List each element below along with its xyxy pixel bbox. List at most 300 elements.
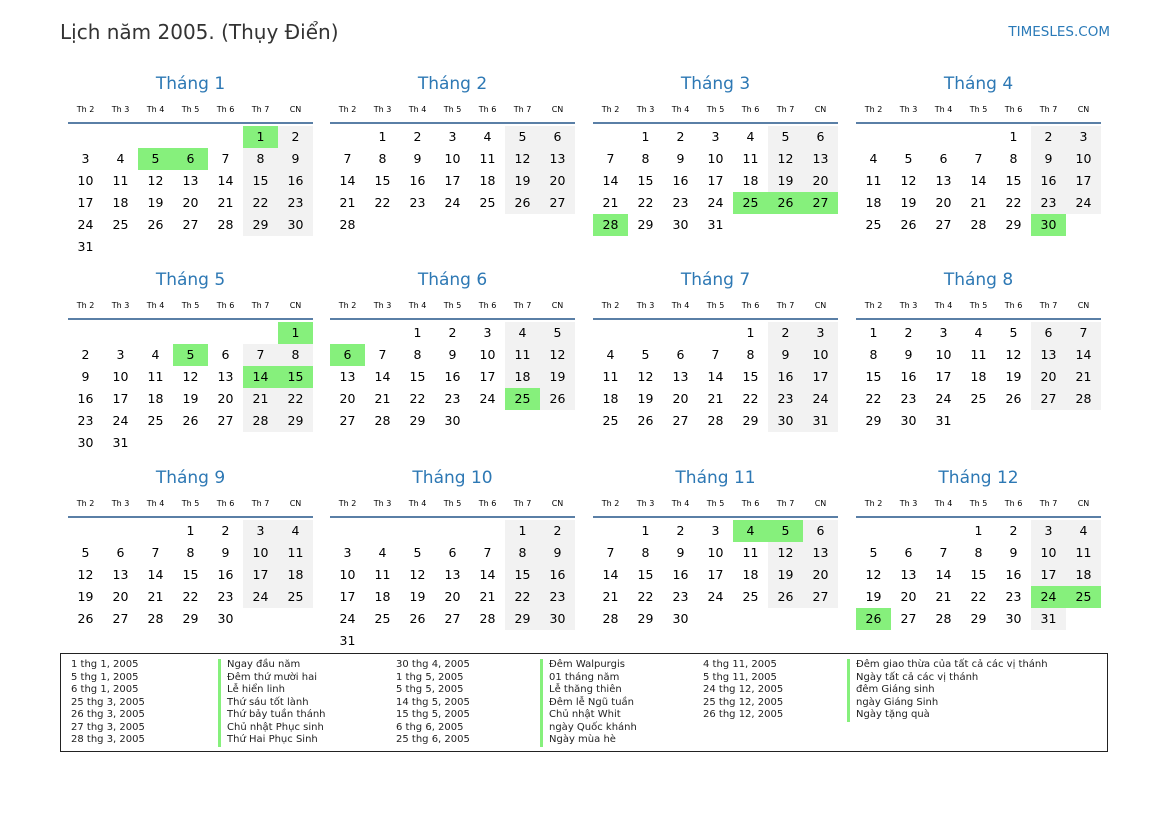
day-cell: 11 xyxy=(505,344,540,366)
holiday-name: Ngày mùa hè xyxy=(540,734,637,747)
day-grid xyxy=(68,520,313,630)
day-cell: 13 xyxy=(339,369,356,384)
weekday-label: Th 6 xyxy=(478,499,497,508)
day-cell: 22 xyxy=(742,391,759,406)
month-title: Tháng 8 xyxy=(943,270,1014,290)
day-cell: 26 xyxy=(540,388,575,410)
day-cell: 26 xyxy=(182,413,199,428)
day-cell: 21 xyxy=(147,589,164,604)
day-cell: 2 xyxy=(278,126,313,148)
day-cell: 15 xyxy=(409,369,426,384)
holiday-day-cell: 1 xyxy=(278,322,313,344)
weekday-label: Th 2 xyxy=(76,105,95,114)
day-cell: 2 xyxy=(904,325,913,340)
day-cell: 6 xyxy=(803,520,838,542)
day-cell: 3 xyxy=(803,322,838,344)
holiday-date: 1 thg 5, 2005 xyxy=(396,671,464,683)
day-cell: 11 xyxy=(479,151,496,166)
day-cell: 29 xyxy=(278,410,313,432)
day-cell: 7 xyxy=(243,344,278,366)
day-cell: 21 xyxy=(217,195,234,210)
day-cell: 16 xyxy=(77,391,94,406)
day-cell: 15 xyxy=(505,564,540,586)
day-cell: 8 xyxy=(641,151,650,166)
day-cell: 27 xyxy=(672,413,689,428)
day-cell: 5 xyxy=(904,151,913,166)
day-cell: 23 xyxy=(217,589,234,604)
weekday-label: Th 2 xyxy=(601,301,620,310)
day-cell: 22 xyxy=(637,195,654,210)
day-cell: 19 xyxy=(77,589,94,604)
day-cell: 23 xyxy=(768,388,803,410)
day-cell: 21 xyxy=(243,388,278,410)
day-cell: 25 xyxy=(374,611,391,626)
day-cell: 1 xyxy=(869,325,878,340)
empty-cell xyxy=(856,520,891,542)
day-cell: 2 xyxy=(81,347,90,362)
day-cell: 4 xyxy=(505,322,540,344)
day-cell: 11 xyxy=(374,567,391,582)
day-cell: 1 xyxy=(974,523,983,538)
weekday-label: Th 6 xyxy=(741,105,760,114)
day-cell: 9 xyxy=(221,545,230,560)
day-cell: 12 xyxy=(409,567,426,582)
day-cell: 17 xyxy=(77,195,94,210)
day-cell: 17 xyxy=(707,173,724,188)
holiday-date: 24 thg 12, 2005 xyxy=(703,684,784,695)
holiday-dates-column xyxy=(396,659,470,747)
day-cell: 6 xyxy=(904,545,913,560)
day-cell: 31 xyxy=(339,633,356,648)
day-cell: 28 xyxy=(935,611,952,626)
day-grid xyxy=(330,322,575,432)
day-cell: 13 xyxy=(803,148,838,170)
day-cell: 13 xyxy=(900,567,917,582)
day-cell: 27 xyxy=(803,586,838,608)
day-cell: 5 xyxy=(413,545,422,560)
day-cell: 19 xyxy=(147,195,164,210)
day-cell: 5 xyxy=(540,322,575,344)
day-cell: 11 xyxy=(602,369,619,384)
weekday-label: CN xyxy=(551,105,564,114)
month-title: Tháng 10 xyxy=(412,468,493,488)
day-cell: 10 xyxy=(112,369,129,384)
day-cell: 11 xyxy=(278,542,313,564)
day-cell: 7 xyxy=(378,347,387,362)
holiday-date: 5 thg 5, 2005 xyxy=(396,684,464,695)
day-cell: 19 xyxy=(182,391,199,406)
day-cell: 19 xyxy=(637,391,654,406)
day-cell: 13 xyxy=(217,369,234,384)
day-cell: 1 xyxy=(186,523,195,538)
day-cell: 13 xyxy=(803,542,838,564)
day-cell: 14 xyxy=(339,173,356,188)
day-cell: 26 xyxy=(1005,391,1022,406)
day-cell: 15 xyxy=(637,173,654,188)
day-cell: 10 xyxy=(707,545,724,560)
empty-cell xyxy=(243,322,278,344)
day-cell: 25 xyxy=(970,391,987,406)
day-cell: 23 xyxy=(540,586,575,608)
empty-cell xyxy=(926,520,961,542)
weekday-label: Th 3 xyxy=(899,105,918,114)
weekday-header xyxy=(68,296,313,320)
weekday-label: Th 2 xyxy=(601,499,620,508)
day-cell: 28 xyxy=(970,217,987,232)
day-cell: 19 xyxy=(409,589,426,604)
day-cell: 4 xyxy=(151,347,160,362)
day-cell: 12 xyxy=(1005,347,1022,362)
day-cell: 15 xyxy=(374,173,391,188)
weekday-label: Th 5 xyxy=(706,105,725,114)
day-cell: 20 xyxy=(182,195,199,210)
day-cell: 23 xyxy=(1005,589,1022,604)
day-cell: 20 xyxy=(900,589,917,604)
day-cell: 8 xyxy=(505,542,540,564)
day-cell: 27 xyxy=(935,217,952,232)
weekday-label: CN xyxy=(814,105,827,114)
day-cell: 4 xyxy=(1066,520,1101,542)
holiday-date: 5 thg 11, 2005 xyxy=(703,671,777,683)
day-cell: 13 xyxy=(1031,344,1066,366)
day-cell: 11 xyxy=(970,347,987,362)
empty-cell xyxy=(856,126,891,148)
day-cell: 30 xyxy=(444,413,461,428)
empty-cell xyxy=(330,126,365,148)
day-cell: 30 xyxy=(900,413,917,428)
day-cell: 7 xyxy=(974,151,983,166)
day-cell: 14 xyxy=(374,369,391,384)
day-cell: 23 xyxy=(444,391,461,406)
day-grid xyxy=(68,322,313,454)
day-cell: 2 xyxy=(413,129,422,144)
day-cell: 6 xyxy=(116,545,125,560)
day-cell: 7 xyxy=(151,545,160,560)
day-grid xyxy=(330,126,575,236)
holiday-name: Đêm Walpurgis xyxy=(540,659,637,672)
day-cell: 3 xyxy=(81,151,90,166)
day-cell: 16 xyxy=(900,369,917,384)
weekday-label: Th 4 xyxy=(671,301,690,310)
day-cell: 4 xyxy=(483,129,492,144)
weekday-label: CN xyxy=(289,301,302,310)
day-cell: 4 xyxy=(278,520,313,542)
day-cell: 4 xyxy=(378,545,387,560)
day-cell: 9 xyxy=(81,369,90,384)
empty-cell xyxy=(173,126,208,148)
day-cell: 13 xyxy=(112,567,129,582)
day-cell: 25 xyxy=(865,217,882,232)
day-cell: 13 xyxy=(444,567,461,582)
day-cell: 23 xyxy=(672,589,689,604)
day-cell: 31 xyxy=(935,413,952,428)
day-cell: 5 xyxy=(641,347,650,362)
weekday-label: Th 5 xyxy=(181,499,200,508)
day-cell: 6 xyxy=(1031,322,1066,344)
day-cell: 15 xyxy=(243,170,278,192)
weekday-label: Th 7 xyxy=(251,301,270,310)
day-cell: 24 xyxy=(77,217,94,232)
day-cell: 23 xyxy=(900,391,917,406)
day-cell: 24 xyxy=(1066,192,1101,214)
holiday-name: ngày Quốc khánh xyxy=(540,722,637,735)
day-cell: 4 xyxy=(746,129,755,144)
holiday-name: Thứ bảy tuần thánh xyxy=(218,709,326,722)
day-cell: 15 xyxy=(865,369,882,384)
holiday-name: đêm Giáng sinh xyxy=(847,684,1048,697)
day-cell: 11 xyxy=(112,173,129,188)
holiday-dates-column xyxy=(71,659,145,747)
holiday-day-cell: 1 xyxy=(243,126,278,148)
day-cell: 20 xyxy=(540,170,575,192)
day-cell: 3 xyxy=(343,545,352,560)
day-cell: 22 xyxy=(278,388,313,410)
empty-cell xyxy=(628,322,663,344)
day-cell: 17 xyxy=(1066,170,1101,192)
holiday-name: Ngày tất cả các vị thánh xyxy=(847,672,1048,685)
day-cell: 26 xyxy=(409,611,426,626)
day-cell: 30 xyxy=(217,611,234,626)
day-cell: 16 xyxy=(1005,567,1022,582)
day-cell: 29 xyxy=(637,217,654,232)
day-grid xyxy=(593,322,838,432)
empty-cell xyxy=(103,126,138,148)
day-cell: 29 xyxy=(865,413,882,428)
holiday-date: 4 thg 11, 2005 xyxy=(703,659,777,670)
month-9 xyxy=(68,468,313,630)
day-cell: 25 xyxy=(147,413,164,428)
month-title: Tháng 12 xyxy=(938,468,1019,488)
empty-cell xyxy=(103,322,138,344)
day-cell: 21 xyxy=(374,391,391,406)
day-cell: 29 xyxy=(409,413,426,428)
holiday-date: 14 thg 5, 2005 xyxy=(396,696,470,708)
weekday-label: Th 2 xyxy=(76,301,95,310)
month-4 xyxy=(856,74,1101,236)
day-cell: 22 xyxy=(374,195,391,210)
day-cell: 30 xyxy=(768,410,803,432)
day-cell: 21 xyxy=(970,195,987,210)
weekday-label: Th 3 xyxy=(373,499,392,508)
day-cell: 12 xyxy=(77,567,94,582)
day-cell: 28 xyxy=(217,217,234,232)
day-cell: 17 xyxy=(1031,564,1066,586)
empty-cell xyxy=(961,126,996,148)
empty-cell xyxy=(138,520,173,542)
month-2 xyxy=(330,74,575,236)
holiday-names-column xyxy=(218,659,326,747)
day-cell: 10 xyxy=(1066,148,1101,170)
empty-cell xyxy=(698,322,733,344)
weekday-label: Th 5 xyxy=(706,499,725,508)
weekday-label: Th 7 xyxy=(1039,499,1058,508)
day-cell: 6 xyxy=(540,126,575,148)
day-cell: 28 xyxy=(243,410,278,432)
day-cell: 25 xyxy=(742,589,759,604)
page-title: Lịch năm 2005. (Thụy Điển) xyxy=(60,20,339,44)
holiday-date: 25 thg 6, 2005 xyxy=(396,734,470,745)
holiday-day-cell: 25 xyxy=(505,388,540,410)
day-cell: 11 xyxy=(865,173,882,188)
day-cell: 23 xyxy=(409,195,426,210)
day-cell: 3 xyxy=(1031,520,1066,542)
holiday-name: Thứ sáu tốt lành xyxy=(218,697,326,710)
month-title: Tháng 3 xyxy=(680,74,751,94)
holiday-day-cell: 14 xyxy=(243,366,278,388)
day-grid xyxy=(330,520,575,652)
day-cell: 19 xyxy=(505,170,540,192)
empty-cell xyxy=(330,520,365,542)
day-grid xyxy=(856,322,1101,432)
empty-cell xyxy=(208,126,243,148)
empty-cell xyxy=(593,520,628,542)
holiday-name: ngày Giáng Sinh xyxy=(847,697,1048,710)
day-cell: 31 xyxy=(707,217,724,232)
holiday-date: 6 thg 1, 2005 xyxy=(71,684,139,695)
day-cell: 17 xyxy=(935,369,952,384)
day-cell: 24 xyxy=(707,195,724,210)
holiday-date: 28 thg 3, 2005 xyxy=(71,734,145,745)
day-cell: 16 xyxy=(444,369,461,384)
day-cell: 25 xyxy=(112,217,129,232)
weekday-label: CN xyxy=(289,105,302,114)
month-8 xyxy=(856,270,1101,432)
day-cell: 6 xyxy=(221,347,230,362)
weekday-label: Th 5 xyxy=(969,105,988,114)
day-cell: 18 xyxy=(147,391,164,406)
weekday-label: Th 7 xyxy=(251,105,270,114)
weekday-label: Th 3 xyxy=(111,105,130,114)
day-cell: 17 xyxy=(243,564,278,586)
weekday-label: Th 7 xyxy=(513,301,532,310)
day-cell: 4 xyxy=(606,347,615,362)
day-cell: 14 xyxy=(479,567,496,582)
day-cell: 2 xyxy=(540,520,575,542)
day-cell: 26 xyxy=(77,611,94,626)
day-cell: 21 xyxy=(479,589,496,604)
month-title: Tháng 11 xyxy=(675,468,756,488)
day-cell: 12 xyxy=(768,148,803,170)
day-cell: 17 xyxy=(112,391,129,406)
day-cell: 16 xyxy=(217,567,234,582)
holiday-name: Lễ hiển linh xyxy=(218,684,326,697)
day-grid xyxy=(68,126,313,258)
day-cell: 24 xyxy=(112,413,129,428)
day-cell: 7 xyxy=(711,347,720,362)
weekday-label: Th 2 xyxy=(76,499,95,508)
holiday-day-cell: 6 xyxy=(330,344,365,366)
day-cell: 7 xyxy=(343,151,352,166)
day-cell: 20 xyxy=(935,195,952,210)
day-cell: 30 xyxy=(1005,611,1022,626)
weekday-label: Th 3 xyxy=(373,301,392,310)
empty-cell xyxy=(68,126,103,148)
month-title: Tháng 9 xyxy=(155,468,226,488)
day-cell: 2 xyxy=(448,325,457,340)
day-cell: 12 xyxy=(147,173,164,188)
day-cell: 30 xyxy=(540,608,575,630)
empty-cell xyxy=(470,520,505,542)
day-grid xyxy=(593,520,838,630)
day-cell: 5 xyxy=(768,126,803,148)
day-cell: 2 xyxy=(1009,523,1018,538)
holiday-date: 6 thg 6, 2005 xyxy=(396,721,464,733)
day-cell: 20 xyxy=(672,391,689,406)
empty-cell xyxy=(68,322,103,344)
day-cell: 10 xyxy=(935,347,952,362)
day-cell: 18 xyxy=(865,195,882,210)
day-cell: 9 xyxy=(676,545,685,560)
day-cell: 16 xyxy=(409,173,426,188)
holiday-name: Đêm giao thừa của tất cả các vị thánh xyxy=(847,659,1048,672)
day-cell: 25 xyxy=(479,195,496,210)
day-cell: 3 xyxy=(116,347,125,362)
empty-cell xyxy=(926,126,961,148)
day-cell: 9 xyxy=(1031,148,1066,170)
empty-cell xyxy=(593,126,628,148)
day-cell: 18 xyxy=(505,366,540,388)
day-cell: 15 xyxy=(1005,173,1022,188)
weekday-header xyxy=(330,100,575,124)
empty-cell xyxy=(435,520,470,542)
weekday-header xyxy=(593,296,838,320)
day-cell: 27 xyxy=(339,413,356,428)
weekday-header xyxy=(330,494,575,518)
day-cell: 9 xyxy=(413,151,422,166)
day-cell: 26 xyxy=(768,586,803,608)
holiday-date: 5 thg 1, 2005 xyxy=(71,671,139,683)
weekday-header xyxy=(856,100,1101,124)
month-5 xyxy=(68,270,313,454)
day-cell: 28 xyxy=(479,611,496,626)
weekday-label: CN xyxy=(551,301,564,310)
day-cell: 27 xyxy=(1031,388,1066,410)
holiday-day-cell: 5 xyxy=(173,344,208,366)
holiday-names-column xyxy=(847,659,1048,722)
day-cell: 30 xyxy=(672,217,689,232)
day-cell: 20 xyxy=(803,170,838,192)
day-cell: 13 xyxy=(182,173,199,188)
day-cell: 23 xyxy=(1031,192,1066,214)
weekday-label: Th 3 xyxy=(636,499,655,508)
day-cell: 23 xyxy=(77,413,94,428)
day-cell: 7 xyxy=(939,545,948,560)
weekday-label: Th 6 xyxy=(478,105,497,114)
day-cell: 20 xyxy=(339,391,356,406)
day-cell: 22 xyxy=(637,589,654,604)
weekday-header xyxy=(856,494,1101,518)
holiday-name: 01 tháng năm xyxy=(540,672,637,685)
weekday-label: Th 7 xyxy=(1039,301,1058,310)
day-cell: 6 xyxy=(803,126,838,148)
weekday-label: Th 4 xyxy=(934,105,953,114)
day-cell: 12 xyxy=(637,369,654,384)
holiday-date: 1 thg 1, 2005 xyxy=(71,659,139,670)
day-cell: 1 xyxy=(641,129,650,144)
weekday-label: Th 5 xyxy=(181,105,200,114)
day-cell: 10 xyxy=(444,151,461,166)
day-cell: 15 xyxy=(742,369,759,384)
day-cell: 11 xyxy=(1066,542,1101,564)
day-cell: 16 xyxy=(672,173,689,188)
site-link[interactable]: TIMESLES.COM xyxy=(1008,24,1110,40)
month-title: Tháng 7 xyxy=(680,270,751,290)
day-cell: 13 xyxy=(935,173,952,188)
holiday-date: 25 thg 12, 2005 xyxy=(703,696,784,708)
month-title: Tháng 6 xyxy=(417,270,488,290)
holiday-date: 27 thg 3, 2005 xyxy=(71,721,145,733)
day-cell: 4 xyxy=(974,325,983,340)
